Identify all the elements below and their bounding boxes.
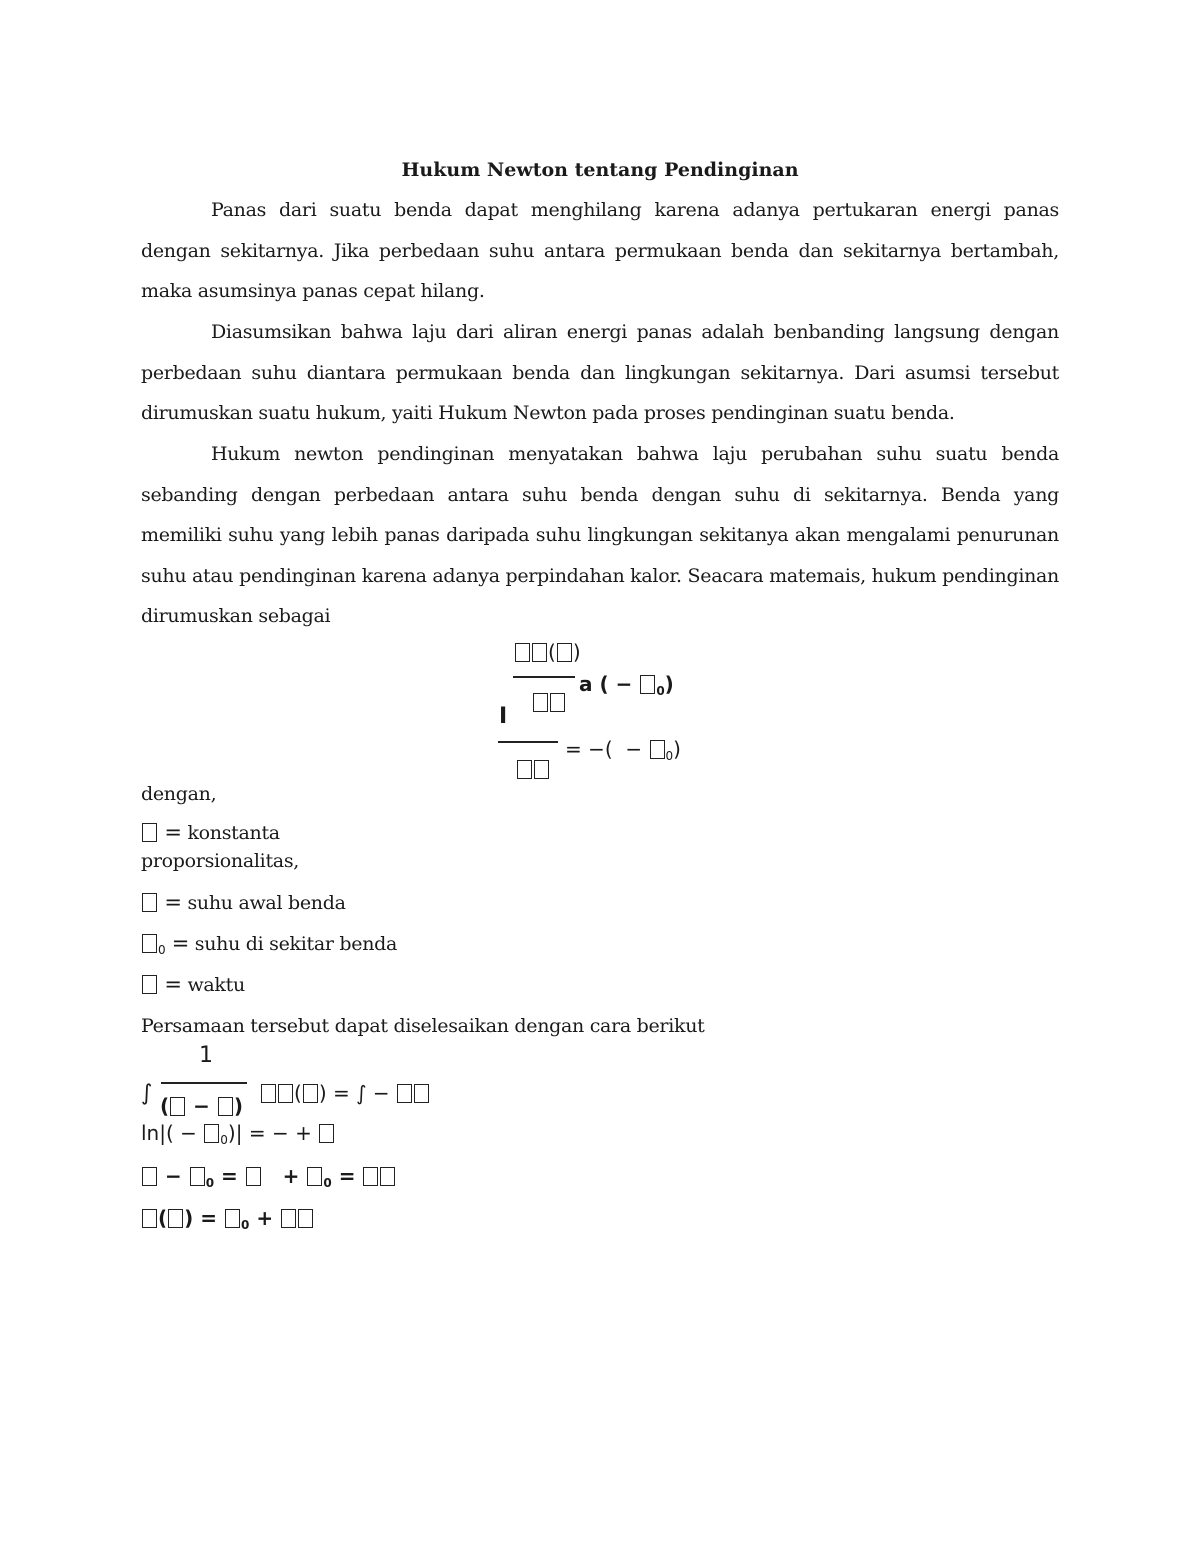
def-k-cont: proporsionalitas, [141,850,300,872]
eq1-denominator [532,690,566,714]
equation-solution: ( ) = $_0$ + [141,1206,314,1232]
int-rhs: ( ) = ∫ − [260,1081,430,1105]
def-k: = konstanta [141,818,280,847]
paragraph-2 [141,312,1059,434]
page-title: Hukum Newton tentang Pendinginan [401,159,799,181]
eq1-numerator: ( ) [514,640,581,664]
int-numerator: 1 [199,1043,213,1068]
def-T0: $_0$ = suhu di sekitar benda [141,929,397,964]
int-denominator: ( − ) [160,1094,243,1118]
dengan-label: dengan, [141,783,217,805]
eq2-cursor-glyph: I [499,704,508,729]
paragraph-3 [141,434,1059,637]
eq1-rhs: a ( − $_0$) [579,672,674,698]
paragraph-1 [141,190,1059,312]
paragraph-1-text: Panas dari suatu benda dapat menghilang karena adanya pertukaran energi panas dengan sekitarnya. Jika perbedaan suhu antara permukaan benda dan sekitarnya bertambah, maka asumsinya panas cepat hilang. [141,199,1059,303]
int-fraction-bar [161,1082,247,1084]
int-left-sign: ∫ [141,1081,153,1106]
eq1-fraction-bar [513,676,575,678]
persamaan-text: Persamaan tersebut dapat diselesaikan dengan cara berikut [141,1015,705,1037]
eq2-fraction-bar [498,741,558,743]
def-T: = suhu awal benda [141,888,346,917]
eq2-rhs: = −( − $_0$) [565,737,681,763]
equation-ln: ln|( − $_0$)| = − + [141,1121,335,1147]
paragraph-2-text: Diasumsikan bahwa laju dari aliran energi panas adalah benbanding langsung dengan perbedaan suhu diantara permukaan benda dan lingkungan sekitarnya. Dari asumsi tersebut dirumuskan suatu hukum, yaiti Hukum Newton pada proses pendinginan suatu benda. [141,321,1059,425]
def-t: = waktu [141,970,245,999]
equation-exp: − $_0$ = + $_0$ = [141,1164,396,1190]
paragraph-3-text: Hukum newton pendinginan menyatakan bahwa laju perubahan suhu suatu benda sebanding dengan perbedaan antara suhu benda dengan suhu di sekitarnya. Benda yang memiliki suhu yang lebih panas daripada suhu lingkungan sekitanya akan mengalami penurunan suhu atau pendinginan karena adanya perpindahan kalor. Seacara matemais, hukum pendinginan dirumuskan sebagai [141,443,1059,628]
eq2-denominator [516,757,550,781]
